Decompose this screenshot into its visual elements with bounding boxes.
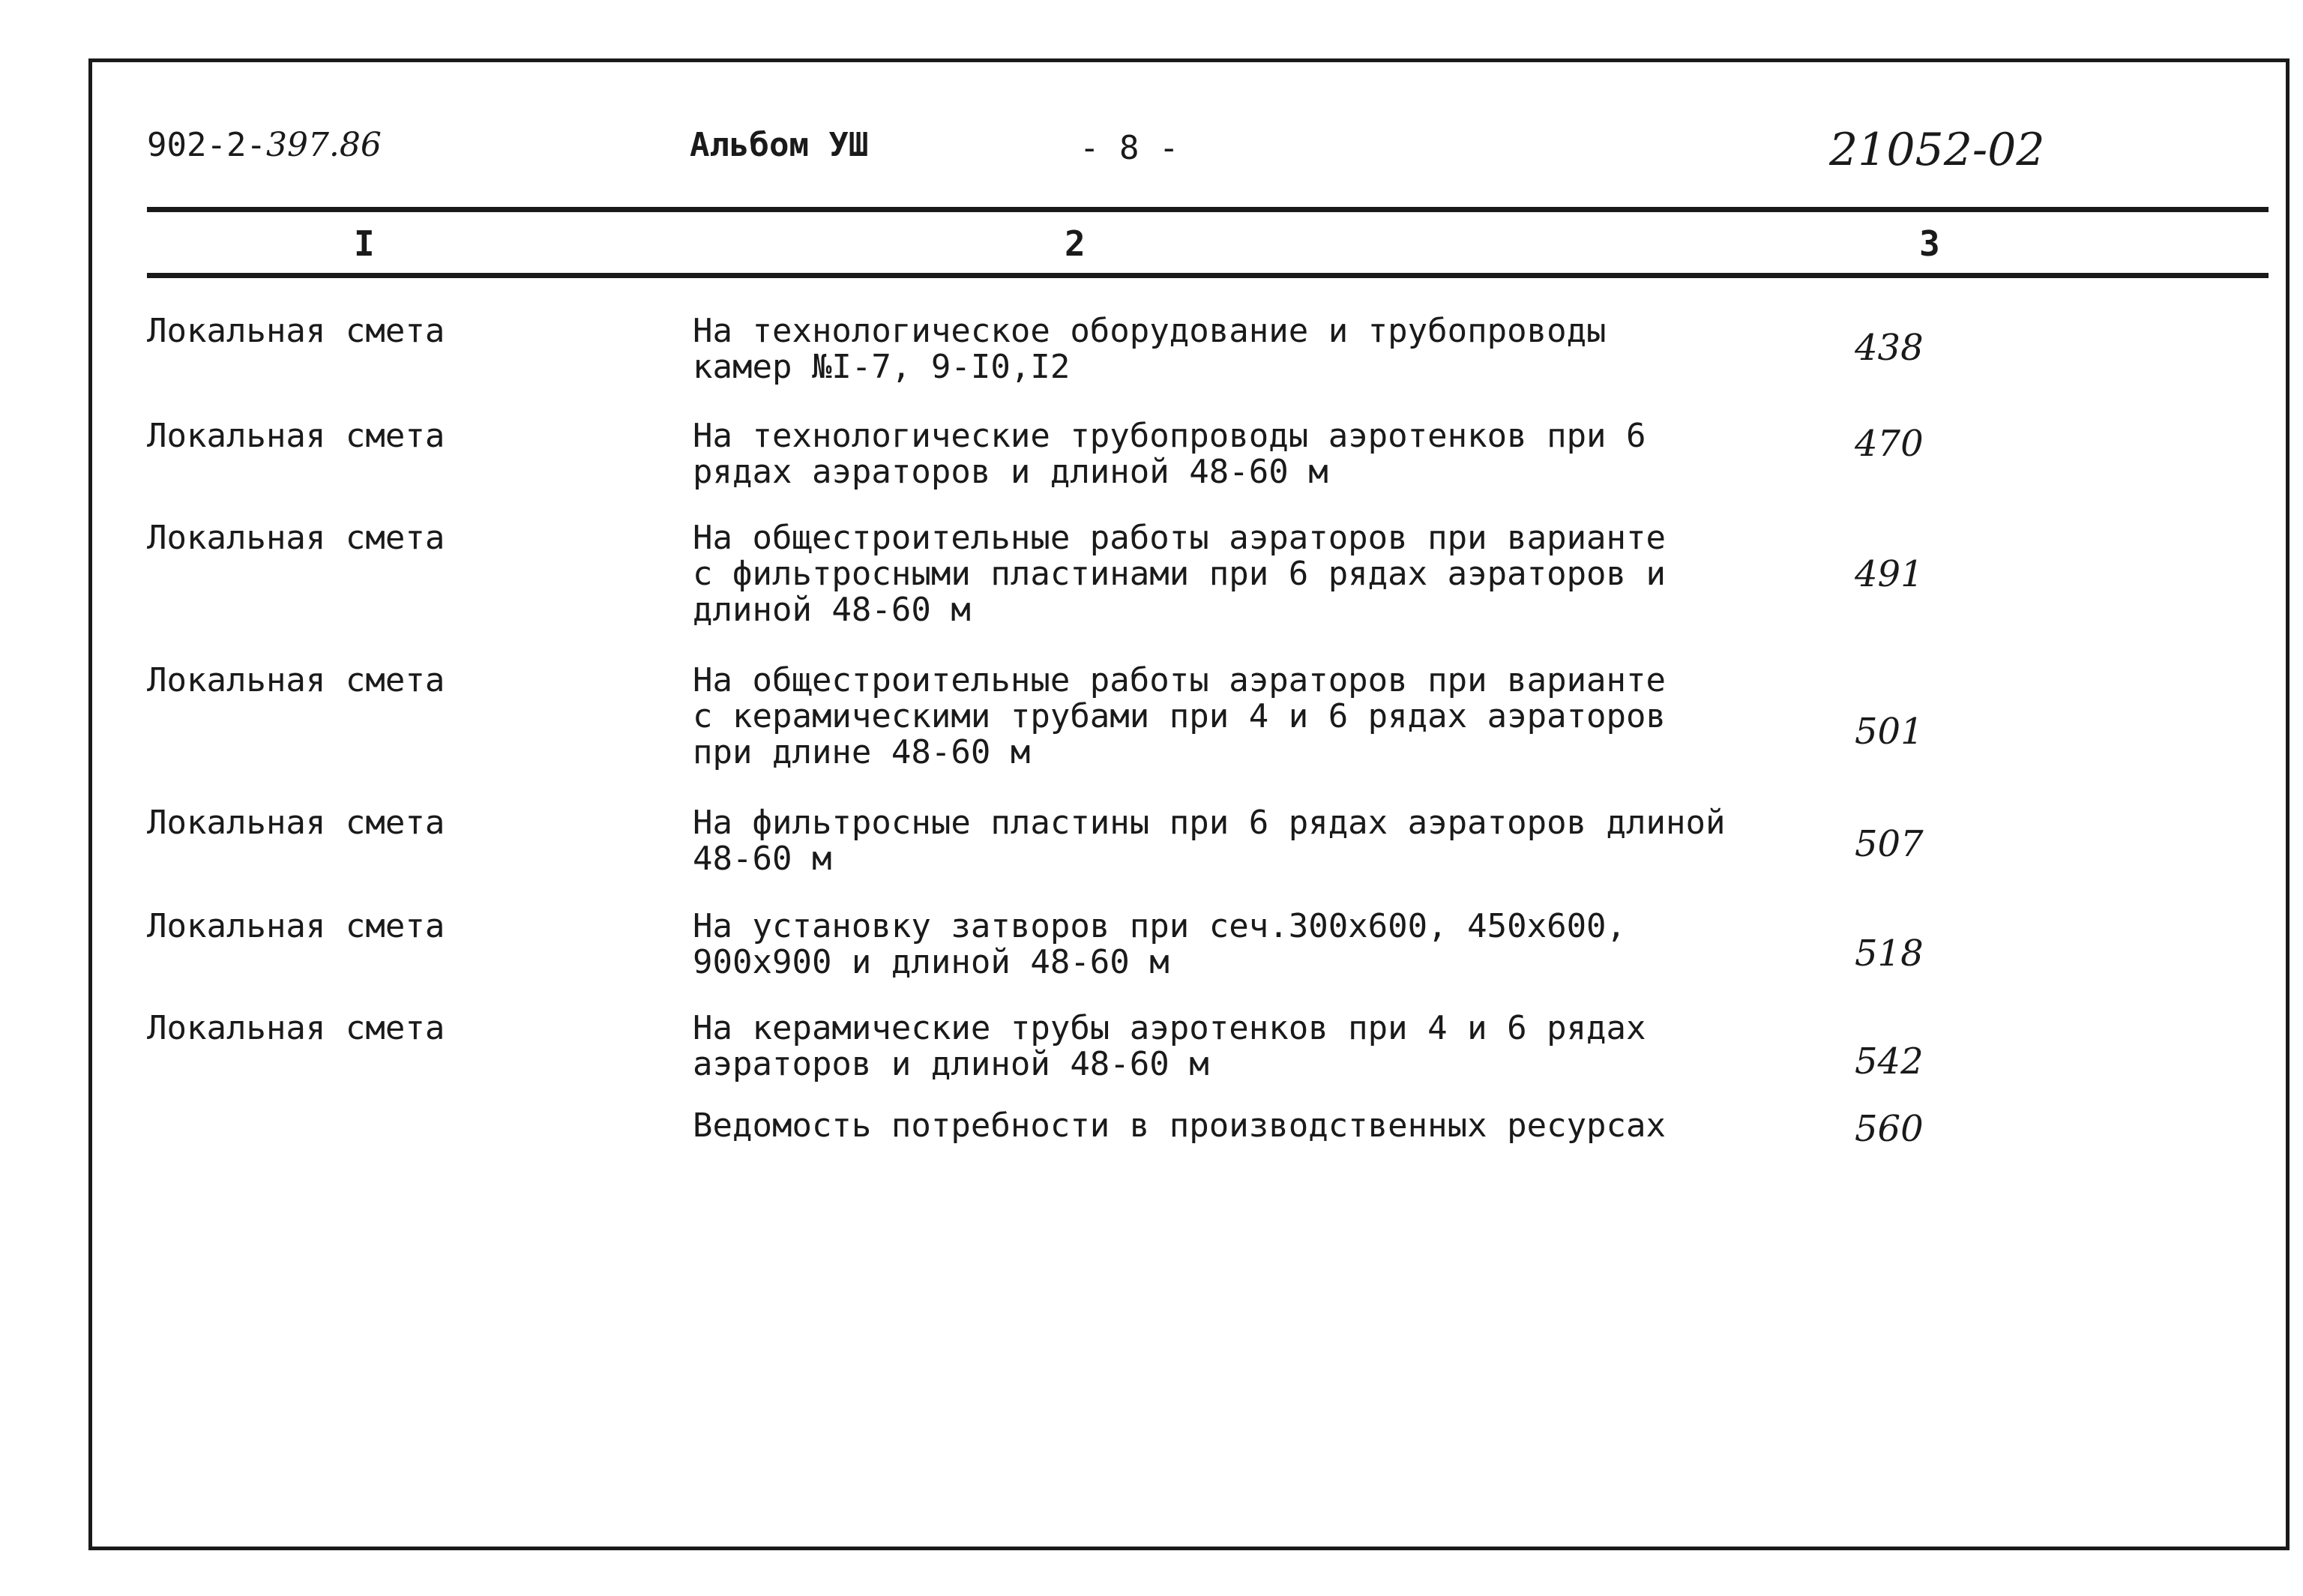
row-description: Ведомость потребности в производственных ресурсах xyxy=(693,1106,1667,1145)
document-code: 21052-02 xyxy=(1829,124,2045,176)
row-page: 507 xyxy=(1855,823,1924,865)
row-type: Локальная смета xyxy=(147,907,445,945)
row-page: 560 xyxy=(1855,1108,1924,1150)
row-page: 501 xyxy=(1855,711,1924,753)
project-number xyxy=(147,126,382,164)
column-header-3: 3 xyxy=(1919,223,1940,264)
column-header-1: I xyxy=(354,223,375,264)
row-description: На общестроительные работы аэраторов при варианте с керамическими трубами при 4 и 6 рядах аэраторов при длине 48-60 м xyxy=(693,661,1667,771)
project-handwritten-number: 397.86 xyxy=(265,126,382,164)
row-type: Локальная смета xyxy=(147,312,445,350)
row-description: На керамические трубы аэротенков при 4 и 6 рядах аэраторов и длиной 48-60 м xyxy=(693,1009,1646,1083)
row-type: Локальная смета xyxy=(147,661,445,699)
row-page: 470 xyxy=(1855,423,1924,465)
album-label: Альбом УШ xyxy=(690,126,869,164)
row-type: Локальная смета xyxy=(147,804,445,842)
header-rule-bottom xyxy=(147,273,2269,278)
page-number: - 8 - xyxy=(1080,129,1179,167)
row-type: Локальная смета xyxy=(147,417,445,455)
row-type: Локальная смета xyxy=(147,519,445,557)
row-type: Локальная смета xyxy=(147,1009,445,1047)
column-header-2: 2 xyxy=(1065,223,1086,264)
row-description: На общестроительные работы аэраторов при варианте с фильтросными пластинами при 6 рядах аэраторов и длиной 48-60 м xyxy=(693,519,1667,629)
row-page: 518 xyxy=(1855,933,1924,975)
row-page: 491 xyxy=(1855,553,1924,595)
row-description: На технологические трубопроводы аэротенков при 6 рядах аэраторов и длиной 48-60 м xyxy=(693,417,1646,491)
header-rule-top xyxy=(147,207,2269,212)
row-page: 542 xyxy=(1855,1041,1924,1082)
row-page: 438 xyxy=(1855,327,1924,369)
project-prefix: 902-2- xyxy=(147,126,266,164)
row-description: На технологическое оборудование и трубопроводы камер №I-7, 9-I0,I2 xyxy=(693,312,1607,386)
row-description: На установку затворов при сеч.300х600, 450х600, 900х900 и длиной 48-60 м xyxy=(693,907,1627,981)
row-description: На фильтросные пластины при 6 рядах аэраторов длиной 48-60 м xyxy=(693,804,1726,878)
